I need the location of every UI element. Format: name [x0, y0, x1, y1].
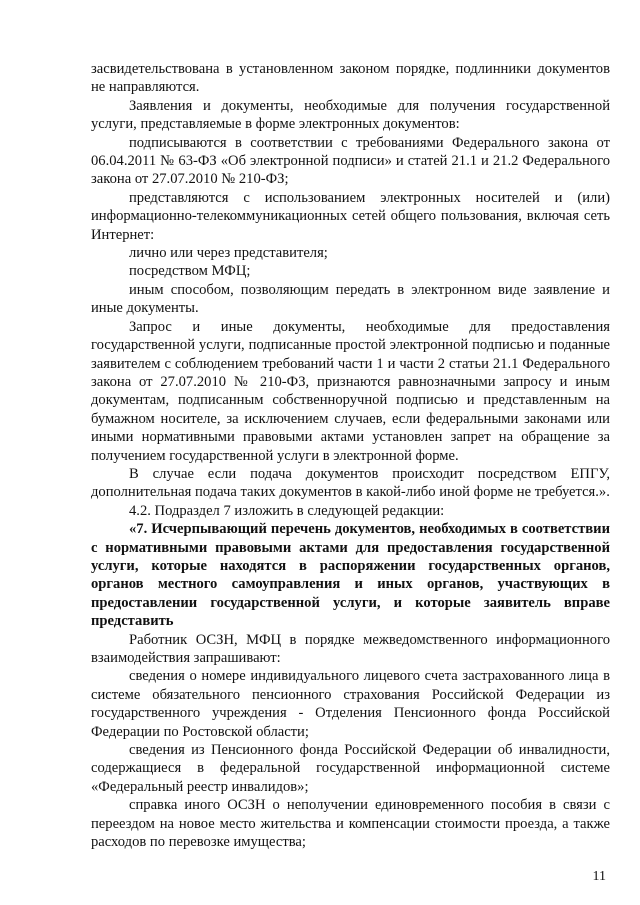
- paragraph: справка иного ОСЗН о неполучении единовременного пособия в связи с переездом на новое место жительства и компенсации стоимости проезда, а также расходов по перевозке имущества;: [91, 797, 610, 851]
- page-number: 11: [592, 869, 606, 884]
- paragraph: лично или через представителя;: [129, 245, 328, 262]
- paragraph: представляются с использованием электронных носителей и (или) информационно-телекоммуникационных сетей общего пользования, включая сеть Интернет:: [91, 189, 610, 243]
- paragraph: Работник ОСЗН, МФЦ в порядке межведомственного информационного взаимодействия запрашивают:: [91, 631, 610, 666]
- paragraph: В случае если подача документов происходит посредством ЕПГУ, дополнительная подача таких документов в какой-либо иной форме не требуется.».: [91, 465, 610, 501]
- paragraph: подписываются в соответствии с требованиями Федерального закона от 06.04.2011 № 63-ФЗ «Об электронной подписи» и статей 21.1 и 21.2 Федерального закона от 27.07.2010 № 210-ФЗ;: [91, 134, 610, 188]
- paragraph: засвидетельствована в установленном законом порядке, подлинники документов не направляются.: [91, 61, 610, 96]
- section-heading: «7. Исчерпывающий перечень документов, необходимых в соответствии с нормативными правовыми актами для предоставления государственной услуги, которые находятся в распоряжении государственных органов, органов местного самоуправления и иных органов, участвующих в предоставлении государственной услуги, и которые заявитель вправе представить: [91, 521, 610, 630]
- paragraph: сведения о номере индивидуального лицевого счета застрахованного лица в системе обязательного пенсионного страхования Российской Федерации из государственного учреждения - Отделения Пенсионного фонда Российской Федерации по Ростовской области;: [91, 668, 610, 740]
- paragraph: Запрос и иные документы, необходимые для предоставления государственной услуги, подписанные простой электронной подписью и поданные заявителем с соблюдением требований части 1 и части 2 статьи 21.1 Федерального закона от 27.07.2010 № 210-ФЗ, признаются равнозначными запросу и иным документам, подписанным собственноручной подписью и представленным на бумажном носителе, за исключением случаев, если федеральными законами или иными нормативными правовыми актами установлен запрет на обращение за получением государственной услуги в электронной форме.: [91, 318, 610, 464]
- paragraph: 4.2. Подраздел 7 изложить в следующей редакции:: [129, 502, 445, 519]
- paragraph: посредством МФЦ;: [129, 263, 251, 280]
- paragraph: иным способом, позволяющим передать в электронном виде заявление и иные документы.: [91, 281, 610, 317]
- paragraph: сведения из Пенсионного фонда Российской Федерации об инвалидности, содержащиеся в федеральной государственной информационной системе «Федеральный реестр инвалидов»;: [91, 742, 610, 795]
- paragraph: Заявления и документы, необходимые для получения государственной услуги, представляемые в форме электронных документов:: [91, 97, 610, 133]
- document-body: [91, 60, 610, 851]
